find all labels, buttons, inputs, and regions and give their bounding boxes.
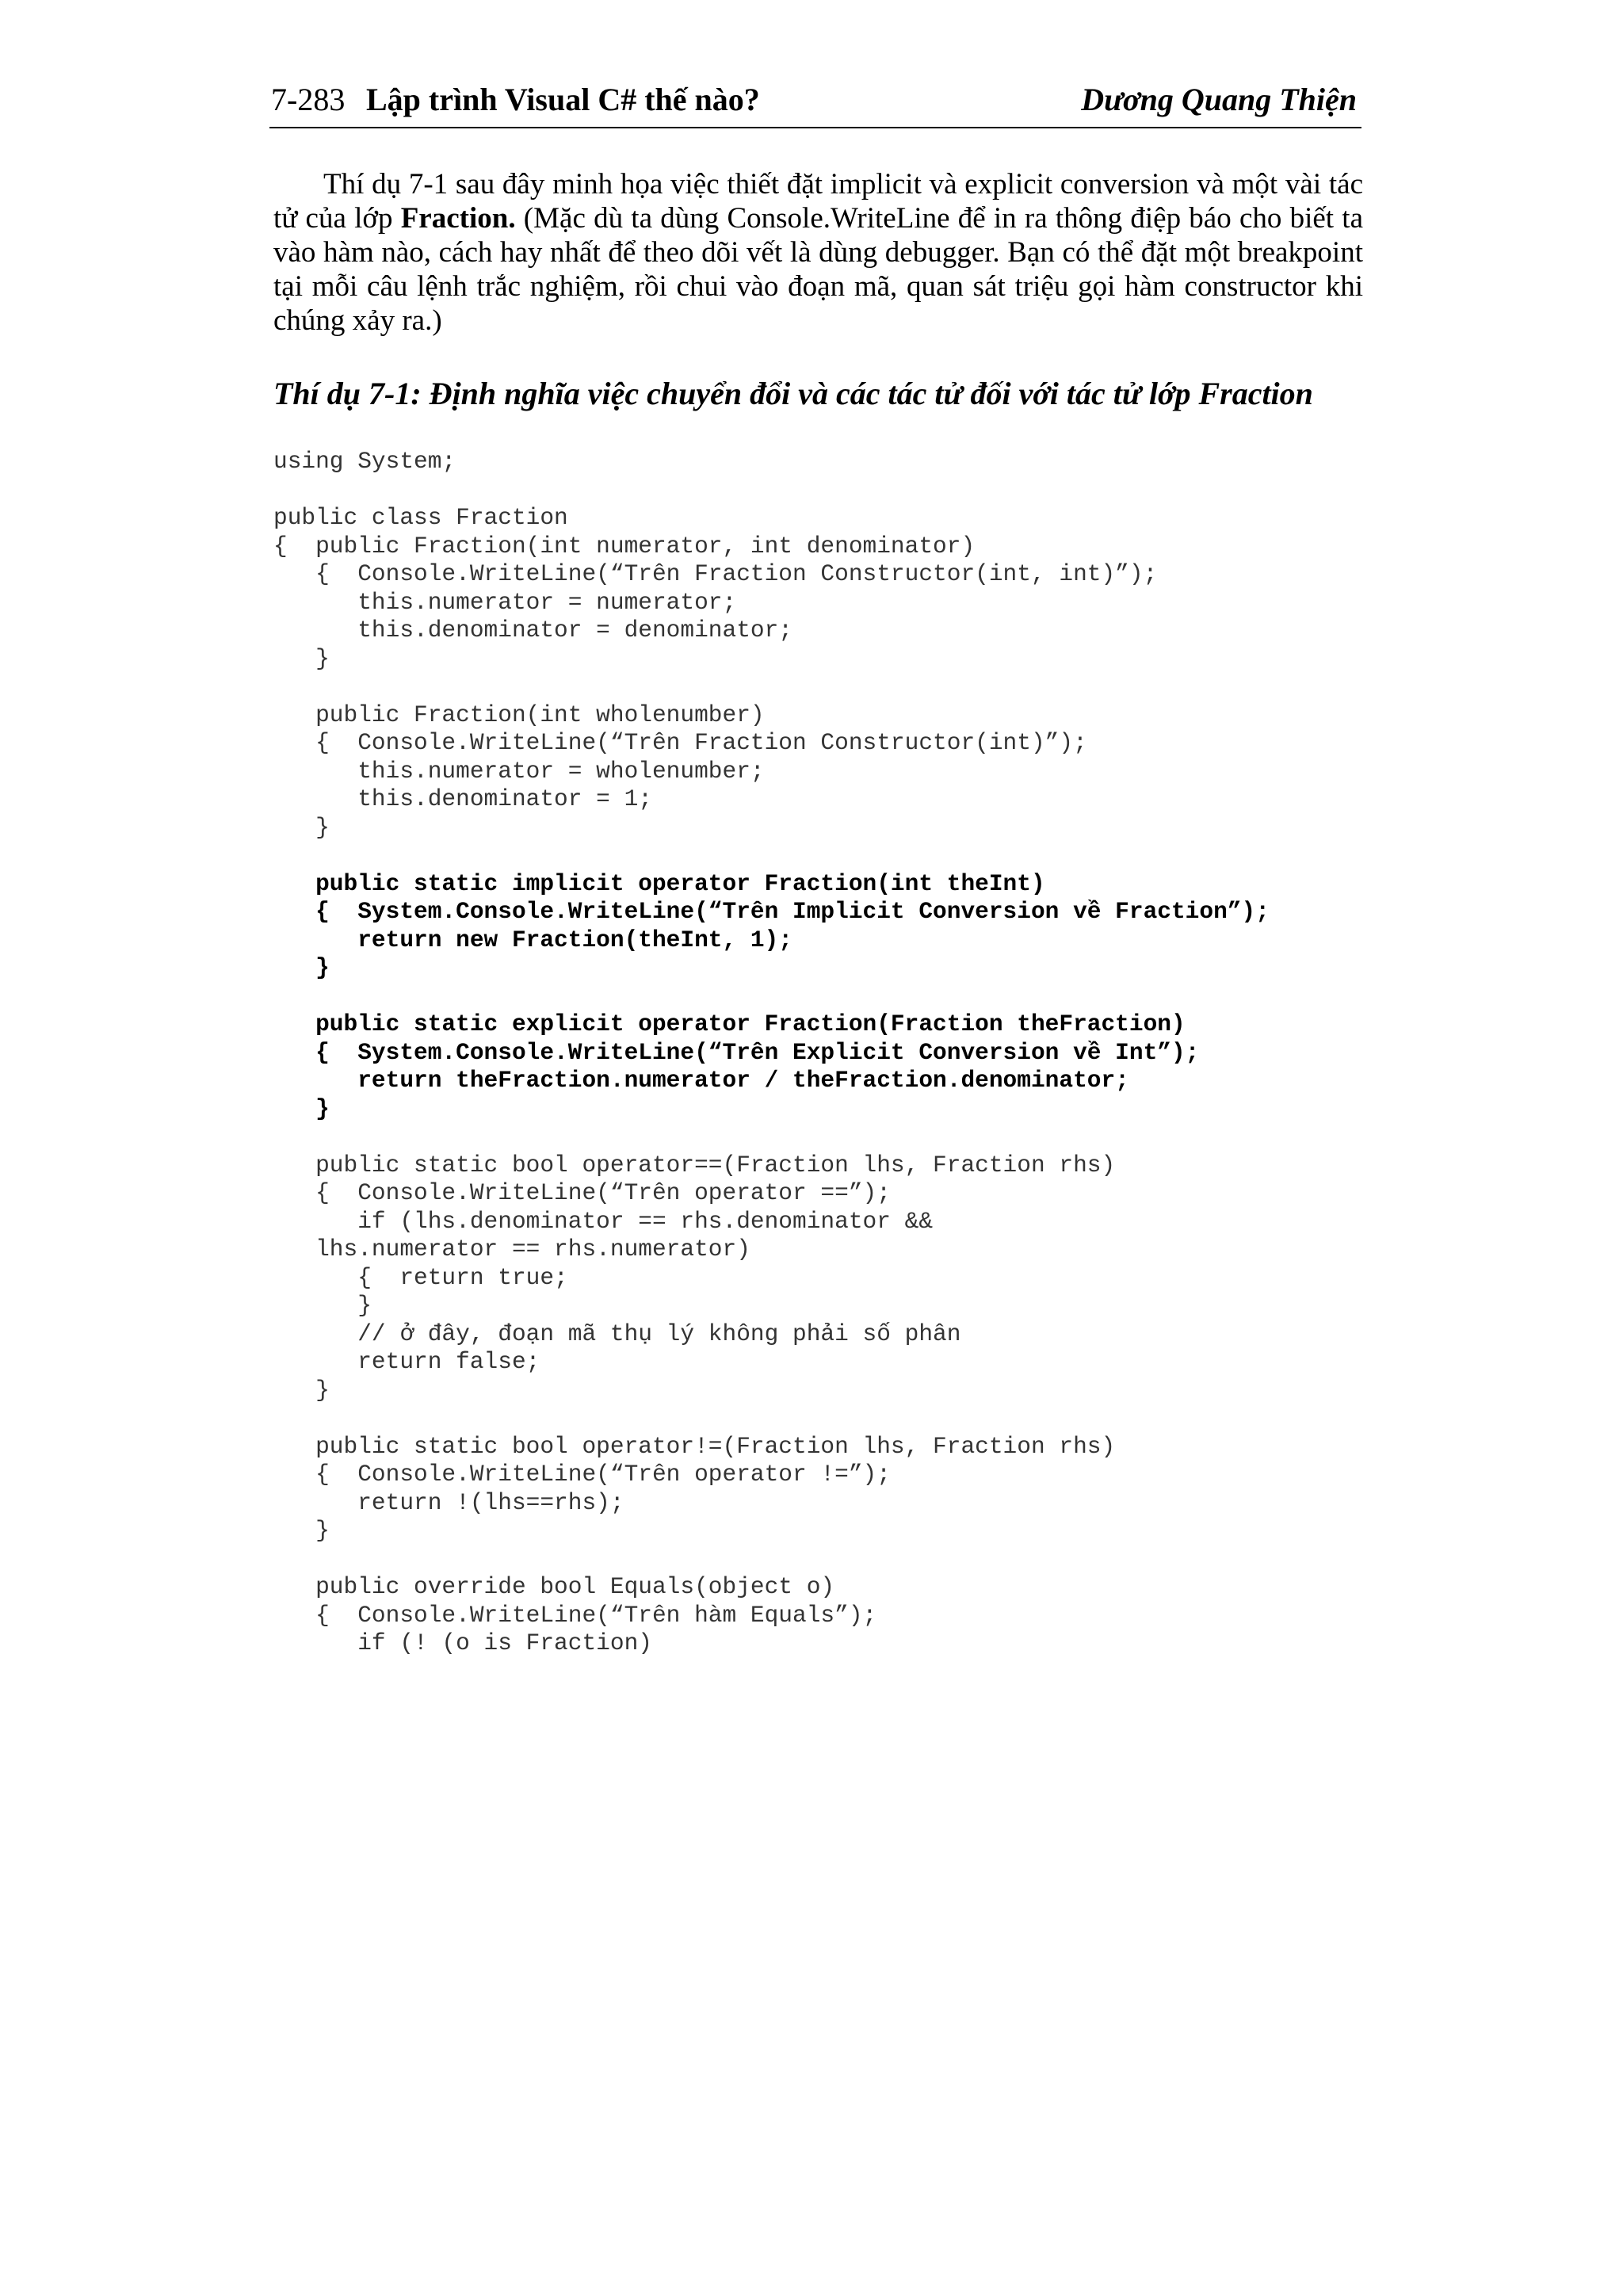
code-line: if (lhs.denominator == rhs.denominator &&	[273, 1207, 934, 1235]
code-line: this.denominator = 1;	[273, 785, 652, 812]
code-listing	[273, 448, 1383, 1658]
code-line: }	[273, 954, 330, 981]
code-line	[273, 983, 1383, 1011]
code-line	[273, 1404, 1383, 1433]
page-number: 7-283	[271, 82, 346, 117]
code-line: { return true;	[273, 1263, 568, 1291]
code-line: { public Fraction(int numerator, int denominator)	[273, 532, 976, 560]
book-title: Lập trình Visual C# thế nào?	[366, 82, 760, 117]
code-line	[273, 1545, 1383, 1574]
code-line: public Fraction(int wholenumber)	[273, 701, 765, 728]
intro-paragraph	[273, 167, 1363, 338]
code-line: return new Fraction(theInt, 1);	[273, 926, 793, 953]
intro-text-1: Thí dụ 7-1 sau đây minh họa việc thiết đặt implicit và explicit conversion và một vài tác tử của lớp	[273, 168, 1363, 235]
code-line: // ở đây, đoạn mã thụ lý không phải số phân	[273, 1320, 961, 1347]
code-line: }	[273, 1376, 330, 1404]
code-line: { Console.WriteLine(“Trên Fraction Constructor(int)”);	[273, 729, 1087, 756]
code-line: public static bool operator!=(Fraction lhs, Fraction rhs)	[273, 1432, 1116, 1460]
example-title: Thí dụ 7-1: Định nghĩa việc chuyển đổi và các tác tử đối với tác tử lớp Fraction	[273, 376, 1313, 411]
code-line: { System.Console.WriteLine(“Trên Explicit Conversion về Int”);	[273, 1038, 1200, 1066]
code-line: if (! (o is Fraction)	[273, 1629, 652, 1656]
code-line: return theFraction.numerator / theFraction.denominator;	[273, 1067, 1129, 1094]
code-line: { Console.WriteLine(“Trên operator !=”);	[273, 1461, 891, 1488]
code-line: { System.Console.WriteLine(“Trên Implicit Conversion về Fraction”);	[273, 898, 1270, 925]
code-line: public override bool Equals(object o)	[273, 1573, 835, 1600]
code-line: }	[273, 644, 330, 672]
page-header	[269, 76, 1361, 128]
author-name: Dương Quang Thiện	[1081, 82, 1357, 117]
code-line: public static implicit operator Fraction(int theInt)	[273, 869, 1045, 897]
code-line: { Console.WriteLine(“Trên hàm Equals”);	[273, 1601, 877, 1629]
code-line	[273, 1123, 1383, 1152]
code-line: }	[273, 1292, 372, 1319]
code-line: }	[273, 813, 330, 841]
code-line: public static bool operator==(Fraction lhs, Fraction rhs)	[273, 1151, 1116, 1179]
code-line: }	[273, 1517, 330, 1544]
code-line	[273, 673, 1383, 701]
code-line: this.numerator = wholenumber;	[273, 757, 765, 785]
code-line: this.denominator = denominator;	[273, 617, 793, 644]
code-line: this.numerator = numerator;	[273, 588, 737, 616]
code-line: }	[273, 1095, 330, 1122]
code-line	[273, 476, 1383, 505]
intro-text-2: (Mặc dù ta dùng Console.WriteLine để in ra thông điệp báo cho biết ta vào hàm nào, cách hay nhất để theo dõi vết là dùng debugger. Bạn có thể đặt một breakpoint tại mỗi câu lệnh trắc nghiệm, rồi chui vào đoạn mã, quan sát triệu gọi hàm constructor khi chúng xảy ra.)	[273, 202, 1363, 337]
code-line: public static explicit operator Fraction(Fraction theFraction)	[273, 1010, 1186, 1037]
code-line: { Console.WriteLine(“Trên operator ==”);	[273, 1179, 891, 1206]
intro-bold-class: Fraction.	[400, 202, 516, 235]
code-line: lhs.numerator == rhs.numerator)	[273, 1236, 750, 1263]
code-line: using System;	[273, 448, 456, 475]
code-line	[273, 842, 1383, 870]
code-line: { Console.WriteLine(“Trên Fraction Constructor(int, int)”);	[273, 560, 1158, 587]
code-line: return false;	[273, 1348, 540, 1375]
code-line: public class Fraction	[273, 504, 568, 531]
code-line: return !(lhs==rhs);	[273, 1488, 624, 1516]
